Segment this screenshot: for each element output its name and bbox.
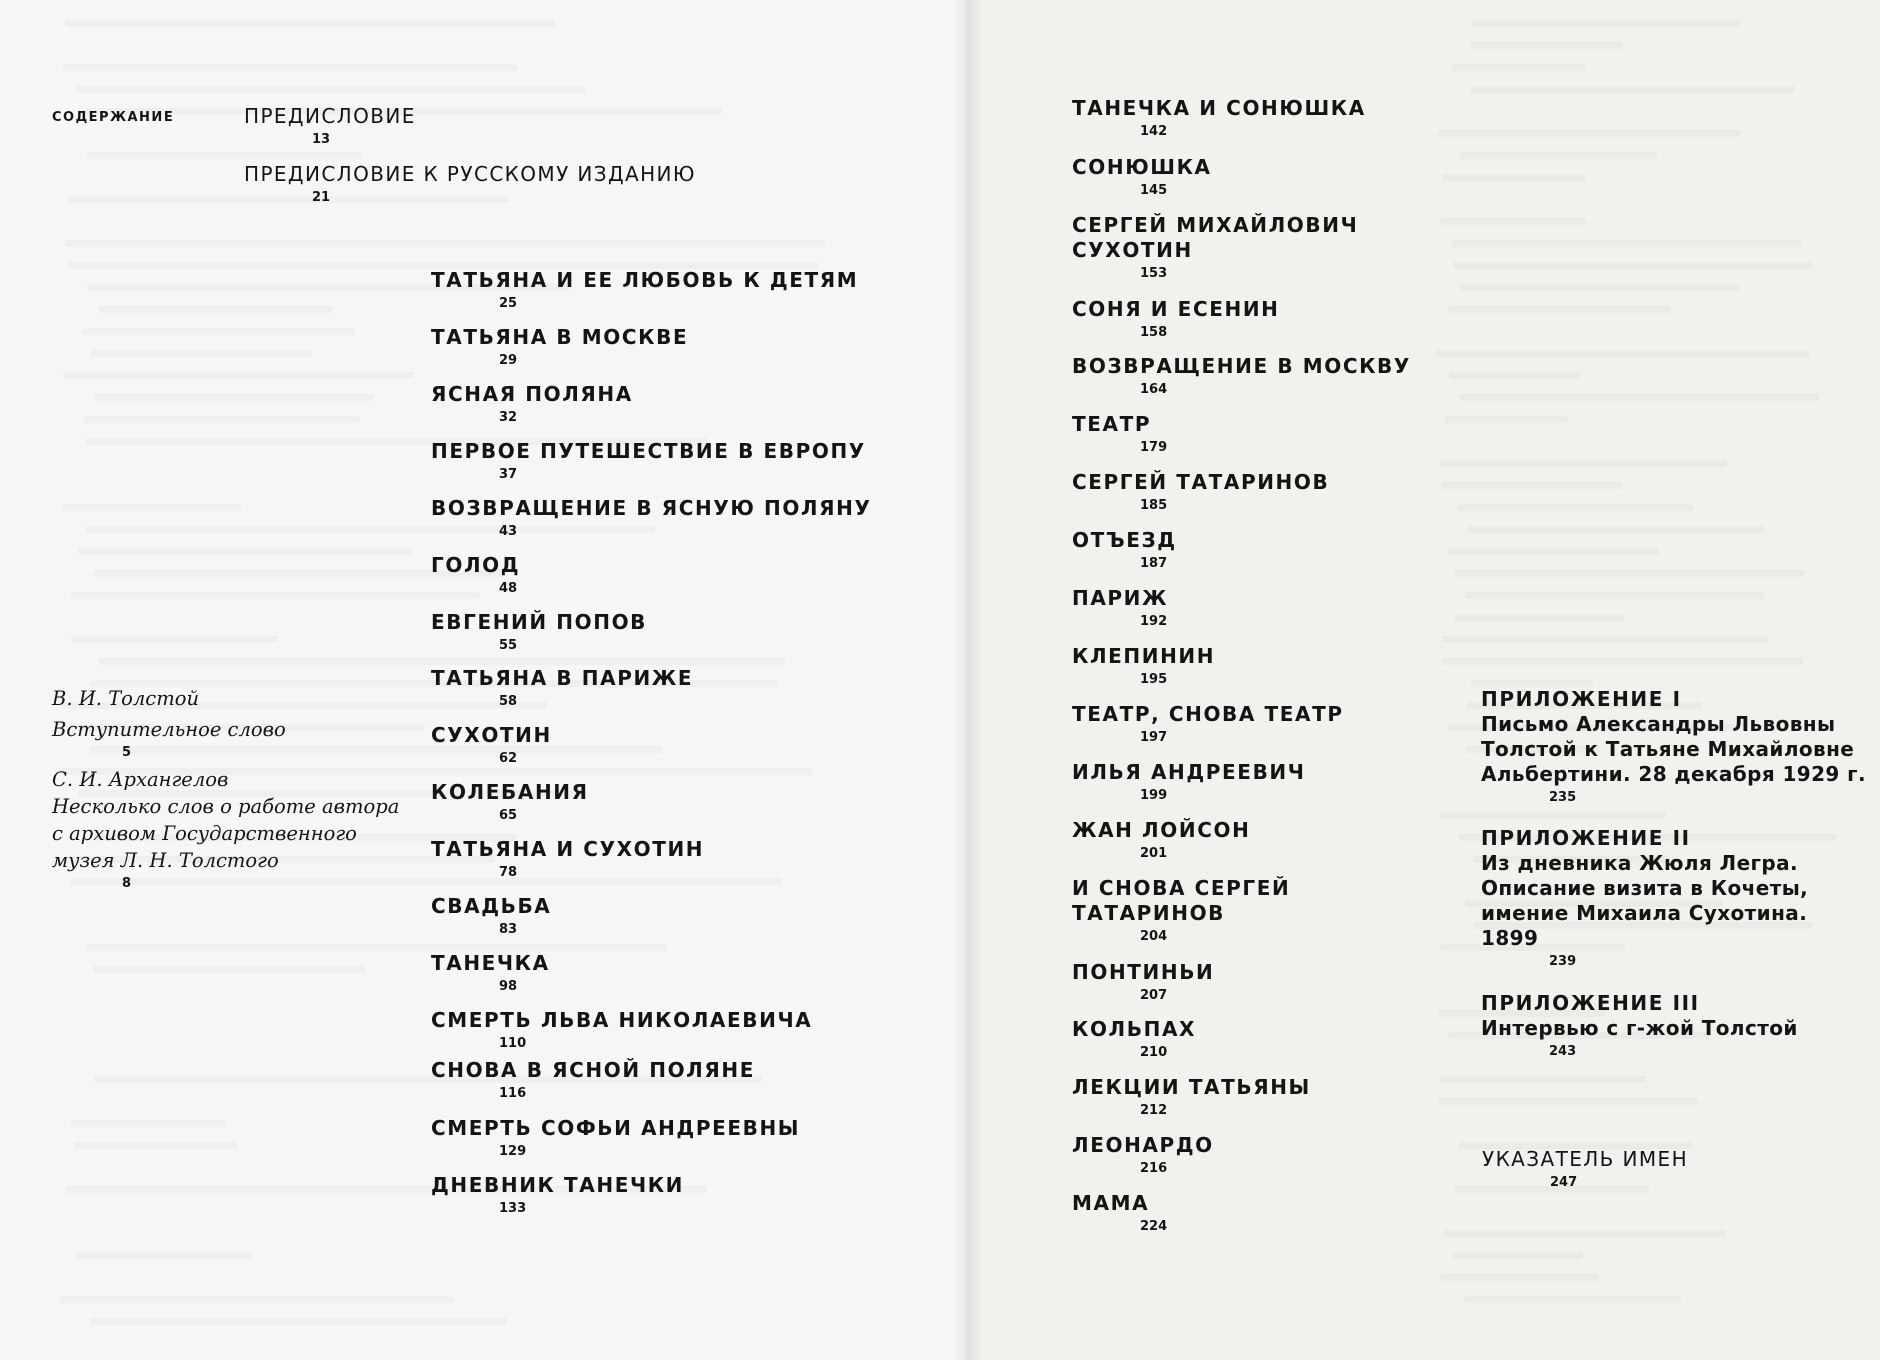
toc-chapter-page: 210 [1140, 1045, 1168, 1060]
toc-chapter-page: 62 [499, 751, 518, 766]
toc-chapter-page: 116 [499, 1086, 527, 1101]
toc-chapter[interactable] [431, 1173, 684, 1217]
appendix-line: имение Михаила Сухотина. [1481, 901, 1808, 925]
toc-chapter-page: 32 [499, 410, 518, 425]
toc-chapter-page: 201 [1140, 846, 1168, 861]
toc-chapter[interactable] [1072, 354, 1411, 398]
toc-chapter[interactable] [431, 382, 633, 426]
toc-chapter-page: 29 [499, 353, 518, 368]
toc-chapter-title: СМЕРТЬ СОФЬИ АНДРЕЕВНЫ [431, 1116, 801, 1140]
essay-title-line: Несколько слов о работе автора [52, 795, 400, 818]
toc-chapter-page: 204 [1140, 929, 1168, 944]
toc-chapter-page: 58 [499, 694, 518, 709]
toc-chapter[interactable] [1072, 760, 1306, 804]
contents-label: СОДЕРЖАНИЕ [52, 110, 175, 125]
toc-chapter-page: 145 [1140, 183, 1168, 198]
toc-chapter-page: 43 [499, 524, 518, 539]
toc-chapter-page: 25 [499, 296, 518, 311]
toc-chapter-title: ЖАН ЛОЙСОН [1072, 818, 1251, 842]
toc-chapter[interactable] [1072, 818, 1250, 862]
toc-chapter[interactable] [1072, 297, 1280, 341]
toc-chapter[interactable] [1072, 1191, 1167, 1235]
appendix-3[interactable] [1481, 991, 1798, 1060]
appendix-2[interactable] [1481, 826, 1808, 970]
appendix-line: 1899 [1481, 926, 1539, 950]
toc-chapter[interactable] [1072, 528, 1177, 572]
toc-chapter-title: СЕРГЕЙ ТАТАРИНОВ [1072, 470, 1330, 494]
toc-chapter-title: СУХОТИН [431, 723, 552, 747]
book-gutter [952, 0, 982, 1360]
appendix-label: ПРИЛОЖЕНИЕ I [1481, 687, 1682, 711]
appendix-line: Письмо Александры Львовны [1481, 712, 1836, 736]
toc-chapter[interactable] [431, 666, 693, 710]
intro-essay[interactable] [52, 685, 286, 761]
toc-chapter[interactable] [431, 1058, 755, 1102]
toc-chapter[interactable] [431, 951, 550, 995]
toc-entry-index[interactable] [1482, 1147, 1688, 1191]
toc-chapter-title: ВОЗВРАЩЕНИЕ В ЯСНУЮ ПОЛЯНУ [431, 496, 872, 520]
toc-chapter[interactable] [1072, 155, 1212, 199]
toc-chapter[interactable] [431, 837, 704, 881]
toc-chapter-page: 164 [1140, 382, 1168, 397]
toc-chapter-title: ТАТЬЯНА И СУХОТИН [431, 837, 705, 861]
toc-chapter[interactable] [431, 325, 688, 369]
toc-entry-page: 13 [312, 132, 331, 147]
toc-chapter-title: ИЛЬЯ АНДРЕЕВИЧ [1072, 760, 1306, 784]
toc-chapter[interactable] [1072, 876, 1290, 945]
toc-chapter[interactable] [1072, 213, 1358, 282]
toc-chapter[interactable] [431, 268, 858, 312]
toc-chapter-page: 65 [499, 808, 518, 823]
appendix-line: Толстой к Татьяне Михайловне [1481, 737, 1855, 761]
toc-chapter[interactable] [1072, 470, 1329, 514]
toc-chapter-title: ТАТЬЯНА В ПАРИЖЕ [431, 666, 694, 690]
toc-chapter-page: 98 [499, 979, 518, 994]
toc-chapter-page: 153 [1140, 266, 1168, 281]
toc-chapter-title: ТЕАТР, СНОВА ТЕАТР [1072, 702, 1344, 726]
intro-essay[interactable] [52, 766, 399, 892]
toc-chapter-page: 192 [1140, 614, 1168, 629]
toc-chapter-title: ПАРИЖ [1072, 586, 1169, 610]
toc-chapter-title: ЯСНАЯ ПОЛЯНА [431, 382, 633, 406]
toc-chapter-title: КОЛЬПАХ [1072, 1017, 1197, 1041]
toc-chapter-page: 133 [499, 1201, 527, 1216]
appendix-line: Альбертини. 28 декабря 1929 г. [1481, 762, 1866, 786]
toc-chapter-title: МАМА [1072, 1191, 1150, 1215]
essay-title-line: музея Л. Н. Толстого [52, 849, 279, 872]
toc-chapter-title: ТАТЬЯНА В МОСКВЕ [431, 325, 689, 349]
toc-chapter-title: ТАТЬЯНА И ЕЕ ЛЮБОВЬ К ДЕТЯМ [431, 268, 859, 292]
toc-chapter-page: 212 [1140, 1103, 1168, 1118]
toc-chapter-title: СМЕРТЬ ЛЬВА НИКОЛАЕВИЧА [431, 1008, 813, 1032]
appendix-line: Из дневника Жюля Легра. [1481, 851, 1798, 875]
toc-chapter-title: СЕРГЕЙ МИХАЙЛОВИЧ [1072, 213, 1359, 237]
toc-chapter-page: 110 [499, 1036, 527, 1051]
toc-chapter-page: 142 [1140, 124, 1168, 139]
toc-chapter-title: СУХОТИН [1072, 238, 1193, 262]
appendix-label: ПРИЛОЖЕНИЕ III [1481, 991, 1700, 1015]
essay-title-line: с архивом Государственного [52, 822, 357, 845]
toc-chapter[interactable] [431, 610, 647, 654]
toc-chapter-title: ТЕАТР [1072, 412, 1152, 436]
toc-chapter-page: 216 [1140, 1161, 1168, 1176]
toc-chapter-page: 55 [499, 638, 518, 653]
toc-chapter-page: 78 [499, 865, 518, 880]
appendix-page: 243 [1549, 1044, 1577, 1059]
toc-chapter[interactable] [1072, 644, 1215, 688]
toc-chapter-title: КОЛЕБАНИЯ [431, 780, 589, 804]
toc-chapter[interactable] [431, 496, 872, 540]
toc-chapter[interactable] [431, 553, 520, 597]
toc-chapter[interactable] [1072, 1017, 1196, 1061]
essay-title: Вступительное слово [52, 718, 286, 741]
toc-chapter[interactable] [431, 723, 552, 767]
essay-page: 5 [122, 745, 132, 760]
toc-chapter-page: 207 [1140, 988, 1168, 1003]
toc-chapter-title: СОНЯ И ЕСЕНИН [1072, 297, 1280, 321]
toc-chapter-page: 158 [1140, 325, 1168, 340]
toc-chapter-title: ОТЪЕЗД [1072, 528, 1177, 552]
toc-chapter[interactable] [1072, 586, 1168, 630]
toc-chapter[interactable] [1072, 702, 1344, 746]
toc-chapter[interactable] [431, 1008, 812, 1052]
toc-chapter-title: ЛЕКЦИИ ТАТЬЯНЫ [1072, 1075, 1311, 1099]
toc-entry-title: ПРЕДИСЛОВИЕ [244, 104, 416, 128]
toc-chapter-title: И СНОВА СЕРГЕЙ [1072, 876, 1291, 900]
toc-chapter-title: ТАНЕЧКА И СОНЮШКА [1072, 96, 1366, 120]
toc-chapter[interactable] [431, 439, 866, 483]
toc-chapter-page: 224 [1140, 1219, 1168, 1234]
toc-chapter-title: СНОВА В ЯСНОЙ ПОЛЯНЕ [431, 1058, 755, 1082]
appendix-label: ПРИЛОЖЕНИЕ II [1481, 826, 1691, 850]
toc-chapter-page: 187 [1140, 556, 1168, 571]
toc-chapter[interactable] [1072, 1075, 1311, 1119]
appendix-page: 235 [1549, 790, 1577, 805]
appendix-page: 239 [1549, 954, 1577, 969]
toc-chapter-page: 197 [1140, 730, 1168, 745]
toc-chapter-page: 37 [499, 467, 518, 482]
toc-chapter[interactable] [1072, 96, 1366, 140]
toc-chapter-title: ПЕРВОЕ ПУТЕШЕСТВИЕ В ЕВРОПУ [431, 439, 866, 463]
toc-chapter[interactable] [1072, 1133, 1214, 1177]
toc-chapter-page: 129 [499, 1144, 527, 1159]
toc-chapter-title: КЛЕПИНИН [1072, 644, 1216, 668]
toc-chapter[interactable] [431, 1116, 800, 1160]
toc-chapter-page: 83 [499, 922, 518, 937]
toc-entry-title: ПРЕДИСЛОВИЕ К РУССКОМУ ИЗДАНИЮ [244, 162, 696, 186]
toc-chapter-title: ТАТАРИНОВ [1072, 901, 1226, 925]
appendix-line: Интервью с г-жой Толстой [1481, 1016, 1798, 1040]
toc-chapter-page: 179 [1140, 440, 1168, 455]
toc-chapter-title: СОНЮШКА [1072, 155, 1212, 179]
toc-chapter[interactable] [1072, 960, 1214, 1004]
toc-chapter-page: 199 [1140, 788, 1168, 803]
essay-author: В. И. Толстой [52, 687, 200, 710]
essay-page: 8 [122, 876, 132, 891]
toc-chapter-page: 185 [1140, 498, 1168, 513]
toc-chapter-page: 48 [499, 581, 518, 596]
toc-chapter[interactable] [1072, 412, 1167, 456]
toc-entry-preface-russian[interactable] [244, 162, 696, 206]
toc-entry-preface[interactable] [244, 104, 416, 148]
toc-chapter-title: ПОНТИНЬИ [1072, 960, 1215, 984]
toc-chapter[interactable] [431, 894, 551, 938]
essay-author: С. И. Архангелов [52, 768, 229, 791]
toc-chapter-title: ЕВГЕНИЙ ПОПОВ [431, 610, 648, 634]
toc-entry-page: 21 [312, 190, 331, 205]
toc-chapter[interactable] [431, 780, 589, 824]
toc-chapter-title: ТАНЕЧКА [431, 951, 550, 975]
toc-chapter-title: ГОЛОД [431, 553, 521, 577]
appendix-1[interactable] [1481, 687, 1866, 806]
toc-chapter-title: ЛЕОНАРДО [1072, 1133, 1214, 1157]
toc-chapter-title: ВОЗВРАЩЕНИЕ В МОСКВУ [1072, 354, 1411, 378]
appendix-line: Описание визита в Кочеты, [1481, 876, 1809, 900]
toc-chapter-title: ДНЕВНИК ТАНЕЧКИ [431, 1173, 685, 1197]
toc-chapter-title: СВАДЬБА [431, 894, 552, 918]
toc-chapter-page: 195 [1140, 672, 1168, 687]
toc-entry-title: УКАЗАТЕЛЬ ИМЕН [1482, 1147, 1689, 1171]
toc-entry-page: 247 [1550, 1175, 1578, 1190]
